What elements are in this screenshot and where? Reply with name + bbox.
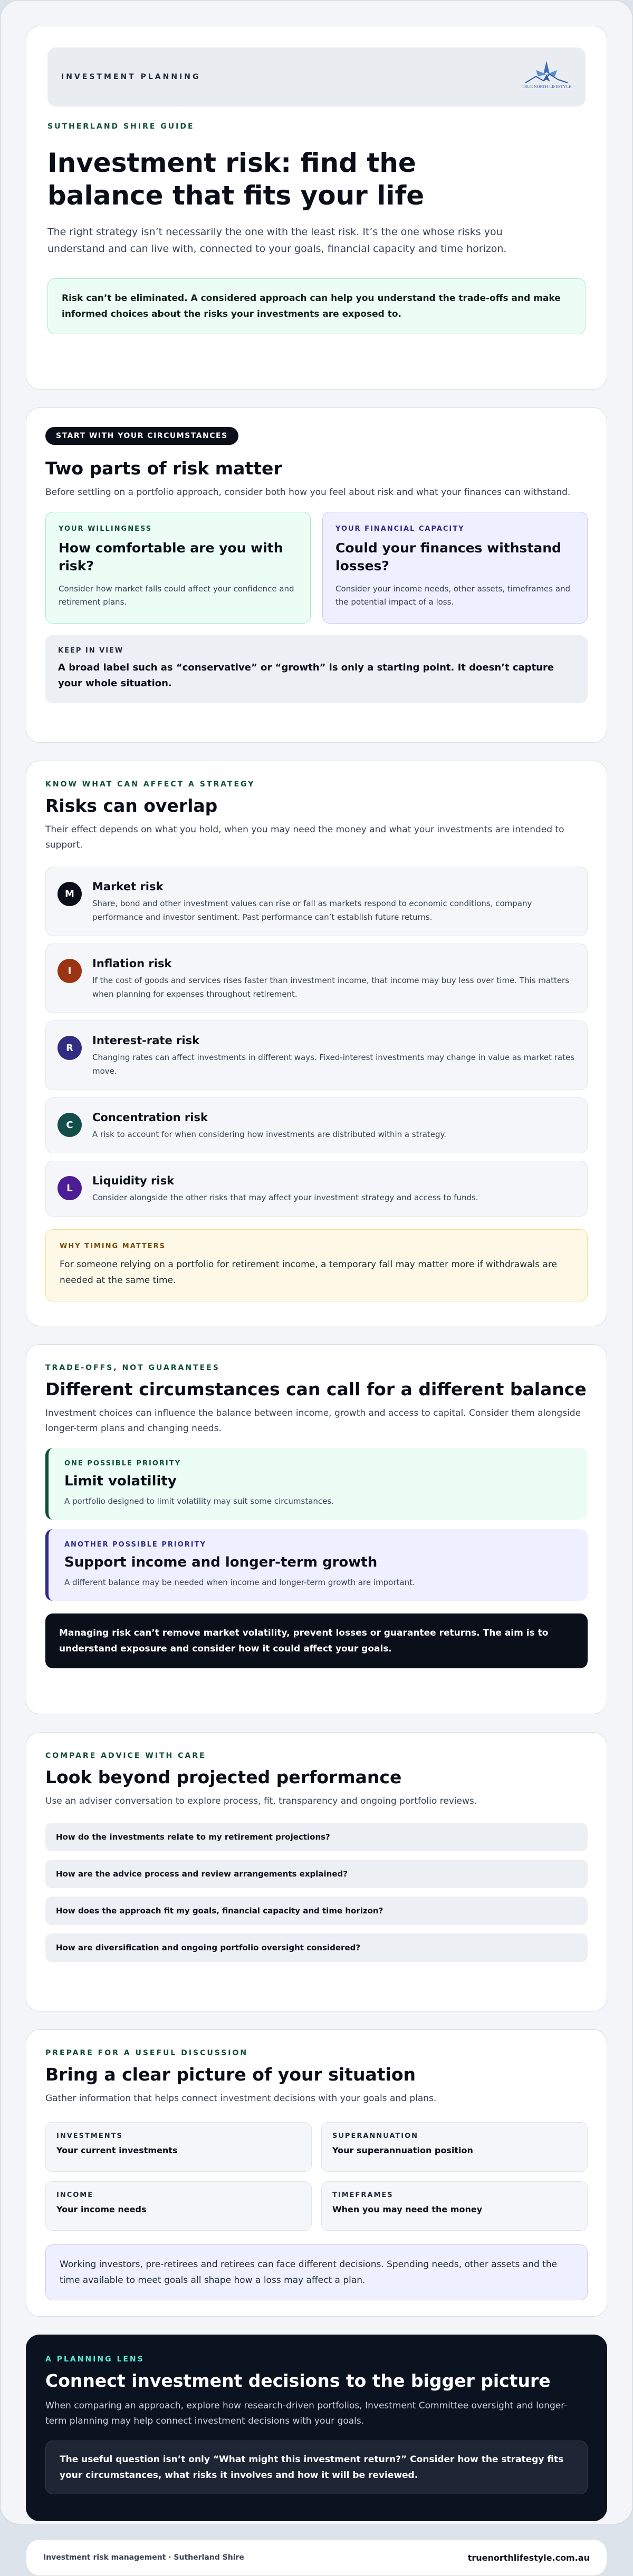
risks-kicker: KNOW WHAT CAN AFFECT A STRATEGY — [45, 780, 255, 789]
cell-text: Your current investments — [56, 2145, 178, 2155]
capacity-box — [322, 512, 588, 624]
hero-band — [47, 47, 586, 106]
cell-kicker: INCOME — [56, 2191, 94, 2199]
risk-text: Consider alongside the other risks that may affect your investment strategy and access to funds. — [92, 1193, 478, 1202]
risks-card — [26, 761, 607, 1326]
advice-kicker: COMPARE ADVICE WITH CARE — [45, 1752, 206, 1760]
risk-text: Share, bond and other investment values can rise or fall as markets respond to economic conditions, company performance and investor sentiment. Past performance can’t establish future returns. — [92, 899, 532, 922]
risk-item-interest-rate — [45, 1020, 588, 1090]
cell-text: When you may need the money — [332, 2204, 483, 2214]
risk-item-inflation — [45, 944, 588, 1013]
hero-card — [26, 26, 607, 390]
situation-superannuation — [321, 2122, 588, 2172]
cell-text: Your income needs — [56, 2204, 147, 2214]
risk-list — [45, 867, 588, 1217]
tradeoffs-sub: Investment choices can influence the balance between income, growth and access to capital. Consider them alongside longer-term plans and changing needs. — [45, 1408, 581, 1434]
risk-parts — [45, 512, 588, 624]
footer-website-link[interactable]: truenorthlifestyle.com.au — [467, 2552, 590, 2563]
circumstances-sub: Before settling on a portfolio approach, consider both how you feel about risk and what your finances can withstand. — [45, 487, 571, 498]
willingness-kicker: YOUR WILLINGNESS — [59, 525, 152, 533]
risk-title: Market risk — [92, 880, 164, 893]
tradeoffs-card — [26, 1344, 607, 1714]
concentration-risk-badge: C — [57, 1113, 82, 1137]
keep-in-view — [45, 635, 588, 703]
priority-text: A different balance may be needed when income and longer-term growth are important. — [64, 1578, 415, 1587]
risk-text: A risk to account for when considering how investments are distributed within a strategy. — [92, 1130, 447, 1139]
prepare-kicker: PREPARE FOR A USEFUL DISCUSSION — [45, 2049, 248, 2057]
question-item[interactable]: How do the investments relate to my retirement projections? — [45, 1823, 588, 1851]
question-item[interactable]: How are diversification and ongoing portfolio oversight considered? — [45, 1933, 588, 1962]
capacity-text: Consider your income needs, other assets, timeframes and the potential impact of a loss. — [335, 584, 571, 607]
cell-kicker: TIMEFRAMES — [332, 2191, 394, 2199]
willingness-text: Consider how market falls could affect your confidence and retirement plans. — [59, 584, 294, 607]
lens-sub: When comparing an approach, explore how research-driven portfolios, Investment Committee oversight and longer-term planning may help connect investment decisions with your goals. — [45, 2400, 568, 2426]
footer-label: Investment risk management · Sutherland Shire — [43, 2553, 244, 2562]
question-item[interactable]: How are the advice process and review arrangements explained? — [45, 1860, 588, 1888]
cell-kicker: SUPERANNUATION — [332, 2132, 419, 2140]
footer — [26, 2539, 607, 2576]
risk-title: Concentration risk — [92, 1111, 208, 1124]
brand-logo — [520, 59, 573, 95]
risk-text: Changing rates can affect investments in different ways. Fixed-interest investments may change in value as market rates move. — [92, 1053, 575, 1076]
risk-text: If the cost of goods and services rises faster than investment income, that income may buy less over time. This matters when planning for expenses throughout retirement. — [92, 976, 570, 999]
advice-title: Look beyond projected performance — [45, 1767, 402, 1787]
capacity-kicker: YOUR FINANCIAL CAPACITY — [335, 525, 465, 533]
willingness-title: How comfortable are you with risk? — [59, 540, 283, 573]
prepare-title: Bring a clear picture of your situation — [45, 2064, 416, 2085]
circumstances-card — [26, 407, 607, 743]
priority-kicker: ONE POSSIBLE PRIORITY — [64, 1460, 181, 1467]
tradeoffs-note: Managing risk can’t remove market volatility, prevent losses or guarantee returns. The aim is to understand exposure and consider how it could affect your goals. — [45, 1613, 588, 1668]
situation-grid — [45, 2122, 588, 2231]
timing-kicker: WHY TIMING MATTERS — [60, 1242, 166, 1250]
question-list — [45, 1823, 588, 1962]
interest-rate-risk-badge: R — [57, 1036, 82, 1060]
risks-sub: Their effect depends on what you hold, when you may need the money and what your investments are intended to support. — [45, 824, 564, 850]
svg-text:TRUE NORTH LIFESTYLE: TRUE NORTH LIFESTYLE — [522, 84, 571, 89]
cell-text: Your superannuation position — [332, 2145, 473, 2155]
keep-text: A broad label such as “conservative” or “growth” is only a starting point. It doesn’t capture your whole situation. — [58, 662, 554, 689]
lens-title: Connect investment decisions to the bigger picture — [45, 2370, 551, 2391]
priority-text: A portfolio designed to limit volatility may suit some circumstances. — [64, 1496, 334, 1506]
planning-lens-card — [26, 2335, 607, 2521]
circumstances-pill: START WITH YOUR CIRCUMSTANCES — [45, 427, 238, 445]
priority-kicker: ANOTHER POSSIBLE PRIORITY — [64, 1541, 206, 1549]
page-title: Investment risk: find the balance that fits your life — [47, 148, 425, 211]
tradeoffs-kicker: TRADE-OFFS, NOT GUARANTEES — [45, 1364, 220, 1372]
lens-kicker: A PLANNING LENS — [45, 2355, 145, 2364]
situation-income — [45, 2181, 312, 2231]
risk-title: Inflation risk — [92, 957, 172, 970]
priority-limit-volatility — [45, 1448, 588, 1520]
hero-kicker: SUTHERLAND SHIRE GUIDE — [47, 122, 195, 131]
circumstances-title: Two parts of risk matter — [45, 458, 282, 479]
timing-note — [45, 1229, 588, 1301]
risk-item-concentration — [45, 1097, 588, 1153]
risk-title: Interest-rate risk — [92, 1034, 200, 1047]
prepare-sub: Gather information that helps connect investment decisions with your goals and plans. — [45, 2093, 437, 2104]
prepare-context: Working investors, pre-retirees and retirees can face different decisions. Spending needs, other assets and the time available to meet goals all shape how a loss may affect a plan. — [45, 2244, 588, 2300]
priority-title: Limit volatility — [64, 1473, 177, 1489]
market-risk-badge: M — [57, 882, 82, 906]
hero-callout: Risk can’t be eliminated. A considered approach can help you understand the trade-offs and make informed choices about the risks your investments are exposed to. — [47, 278, 586, 334]
risk-item-market — [45, 867, 588, 936]
band-label: INVESTMENT PLANNING — [61, 73, 201, 81]
question-item[interactable]: How does the approach fit my goals, financial capacity and time horizon? — [45, 1897, 588, 1925]
priority-title: Support income and longer-term growth — [64, 1554, 378, 1570]
inflation-risk-badge: I — [57, 959, 82, 983]
situation-investments — [45, 2122, 312, 2172]
risks-title: Risks can overlap — [45, 795, 218, 816]
timing-text: For someone relying on a portfolio for retirement income, a temporary fall may matter more if withdrawals are needed at the same time. — [60, 1259, 557, 1286]
risk-title: Liquidity risk — [92, 1174, 175, 1187]
risk-item-liquidity — [45, 1161, 588, 1217]
prepare-card — [26, 2029, 607, 2317]
advice-sub: Use an adviser conversation to explore process, fit, transparency and ongoing portfolio reviews. — [45, 1796, 477, 1806]
cell-kicker: INVESTMENTS — [56, 2132, 123, 2140]
hero-lead: The right strategy isn’t necessarily the one with the least risk. It’s the one whose risks you understand and can live with, connected to your goals, financial capacity and time horizon. — [47, 226, 507, 255]
advice-card — [26, 1732, 607, 2011]
tradeoffs-title: Different circumstances can call for a different balance — [45, 1379, 587, 1399]
situation-timeframes — [321, 2181, 588, 2231]
liquidity-risk-badge: L — [57, 1176, 82, 1200]
lens-quote: The useful question isn’t only “What might this investment return?” Consider how the strategy fits your circumstances, what risks it involves and how it will be reviewed. — [45, 2441, 588, 2494]
priority-income-growth — [45, 1529, 588, 1601]
willingness-box — [45, 512, 311, 624]
capacity-title: Could your finances withstand losses? — [335, 540, 561, 573]
keep-kicker: KEEP IN VIEW — [58, 647, 124, 655]
